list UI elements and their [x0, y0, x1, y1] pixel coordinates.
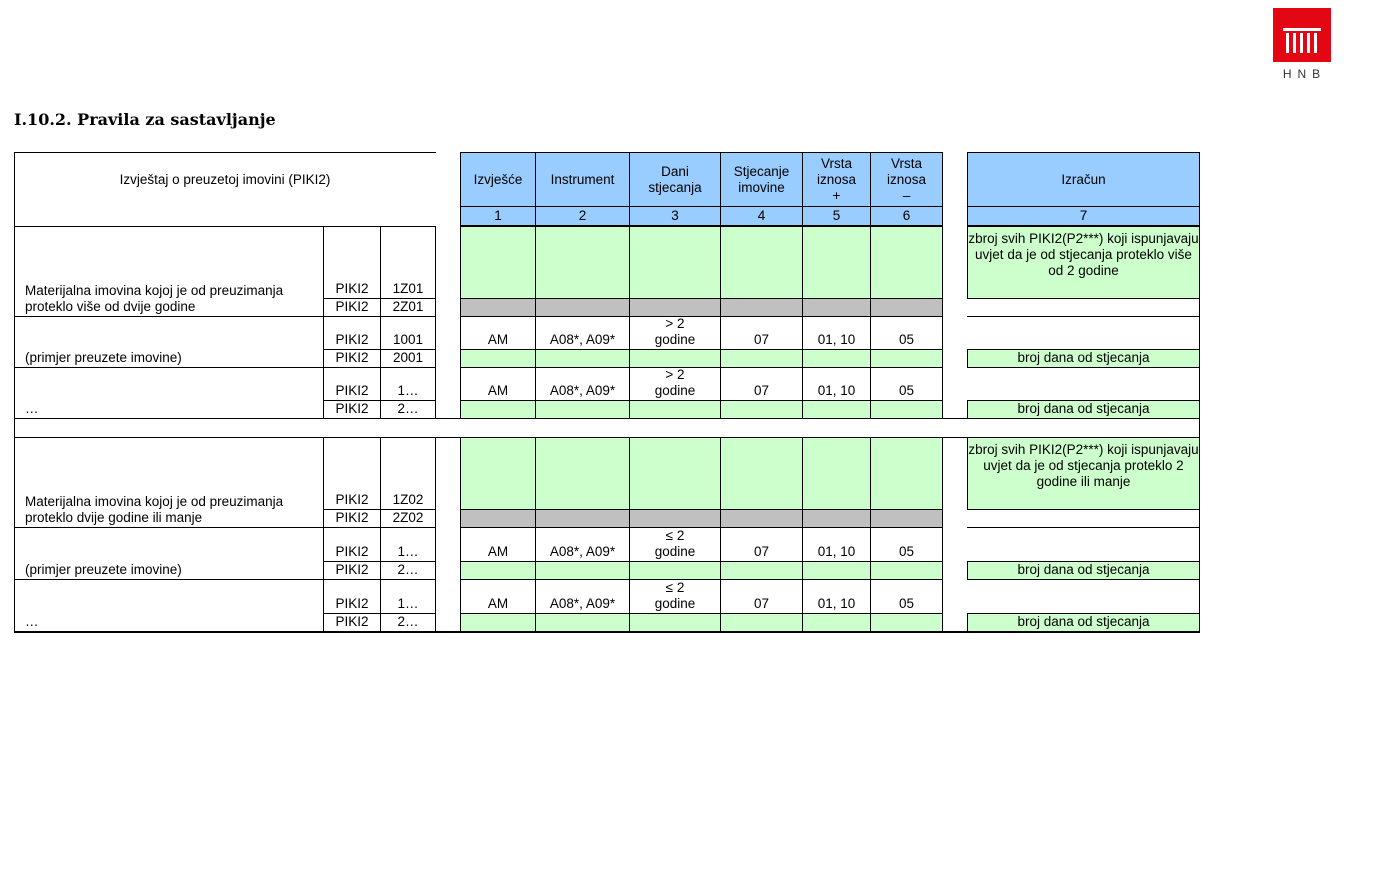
item-dani: > 2 godine — [629, 316, 721, 350]
data-cell — [720, 509, 803, 528]
data-cell — [629, 561, 721, 580]
calculation-cell: broj dana od stjecanja — [967, 400, 1200, 419]
data-cell — [460, 613, 536, 632]
data-cell — [629, 226, 721, 299]
item-code: PIKI2 — [323, 613, 381, 632]
item-dani: ≤ 2 godine — [629, 527, 721, 562]
item-instrument: A08*, A09* — [535, 367, 630, 401]
item-instrument: A08*, A09* — [535, 316, 630, 350]
item-izvjesce: AM — [460, 527, 536, 562]
data-cell — [720, 298, 803, 317]
item-label: (primjer preuzete imovine) — [14, 316, 324, 368]
column-number: 3 — [629, 206, 721, 226]
data-cell — [802, 437, 871, 510]
group-code: PIKI2 — [323, 226, 381, 299]
data-cell — [460, 509, 536, 528]
data-cell — [720, 613, 803, 632]
data-cell — [535, 349, 630, 368]
header-dani-stjecanja: Dani stjecanja — [629, 152, 721, 207]
header-vrsta-iznosa-plus: Vrsta iznosa + — [802, 152, 871, 207]
item-plus: 01, 10 — [802, 367, 871, 401]
column-number: 1 — [460, 206, 536, 226]
item-plus: 01, 10 — [802, 527, 871, 562]
bank-building-icon — [1273, 8, 1331, 62]
item-dani: ≤ 2 godine — [629, 579, 721, 614]
data-cell — [535, 226, 630, 299]
item-dani: > 2 godine — [629, 367, 721, 401]
data-cell — [802, 226, 871, 299]
data-cell — [802, 349, 871, 368]
logo-text: HNB — [1282, 67, 1327, 81]
data-cell — [870, 226, 943, 299]
column-number: 6 — [870, 206, 943, 226]
data-cell — [460, 400, 536, 419]
column-number: 2 — [535, 206, 630, 226]
data-cell — [802, 509, 871, 528]
data-cell — [460, 226, 536, 299]
item-stjecanje: 07 — [720, 367, 803, 401]
hnb-logo — [1273, 8, 1331, 81]
data-cell — [870, 400, 943, 419]
item-stjecanje: 07 — [720, 527, 803, 562]
empty-cell — [967, 579, 1200, 614]
data-cell — [870, 349, 943, 368]
calculation-cell: zbroj svih PIKI2(P2***) koji ispunjavaju uvjet da je od stjecanja proteklo 2 godine ili manje — [967, 437, 1200, 510]
data-cell — [802, 613, 871, 632]
item-minus: 05 — [870, 527, 943, 562]
data-cell — [535, 509, 630, 528]
data-cell — [720, 561, 803, 580]
empty-cell — [967, 367, 1200, 401]
data-cell — [802, 561, 871, 580]
column-number: 4 — [720, 206, 803, 226]
group-code: PIKI2 — [323, 437, 381, 510]
group-code-value: 2Z02 — [380, 509, 436, 528]
data-cell — [629, 437, 721, 510]
data-cell — [460, 298, 536, 317]
item-instrument: A08*, A09* — [535, 579, 630, 614]
data-cell — [870, 613, 943, 632]
group-label: Materijalna imovina kojoj je od preuzimanja proteklo više od dvije godine — [14, 226, 324, 317]
data-cell — [870, 509, 943, 528]
group-code-value: 2Z01 — [380, 298, 436, 317]
item-label: (primjer preuzete imovine) — [14, 527, 324, 580]
item-code: PIKI2 — [323, 400, 381, 419]
calculation-cell: broj dana od stjecanja — [967, 349, 1200, 368]
column-number: 7 — [967, 206, 1200, 226]
item-instrument: A08*, A09* — [535, 527, 630, 562]
item-minus: 05 — [870, 579, 943, 614]
group-code: PIKI2 — [323, 298, 381, 317]
empty-cell — [967, 298, 1200, 317]
header-instrument: Instrument — [535, 152, 630, 207]
empty-cell — [967, 509, 1200, 528]
header-vrsta-iznosa-minus: Vrsta iznosa – — [870, 152, 943, 207]
item-stjecanje: 07 — [720, 579, 803, 614]
item-code: PIKI2 — [323, 316, 381, 350]
header-izracun: Izračun — [967, 152, 1200, 207]
section-title: I.10.2. Pravila za sastavljanje — [14, 110, 276, 129]
calculation-cell: zbroj svih PIKI2(P2***) koji ispunjavaju uvjet da je od stjecanja proteklo više od 2 godine — [967, 226, 1200, 299]
header-izvjesce: Izvješće — [460, 152, 536, 207]
data-cell — [870, 298, 943, 317]
empty-cell — [967, 316, 1200, 350]
data-cell — [629, 349, 721, 368]
data-cell — [460, 561, 536, 580]
group-code: PIKI2 — [323, 509, 381, 528]
data-cell — [535, 400, 630, 419]
data-cell — [629, 613, 721, 632]
calculation-cell: broj dana od stjecanja — [967, 561, 1200, 580]
item-code: PIKI2 — [323, 367, 381, 401]
item-label: … — [14, 367, 324, 419]
item-code-value: 2… — [380, 613, 436, 632]
data-cell — [802, 400, 871, 419]
data-cell — [802, 298, 871, 317]
data-cell — [460, 349, 536, 368]
column-number: 5 — [802, 206, 871, 226]
item-code-value: 1… — [380, 527, 436, 562]
item-code-value: 2… — [380, 400, 436, 419]
item-label: … — [14, 579, 324, 632]
item-plus: 01, 10 — [802, 579, 871, 614]
item-code-value: 1… — [380, 367, 436, 401]
data-cell — [629, 400, 721, 419]
item-code-value: 2001 — [380, 349, 436, 368]
data-cell — [720, 226, 803, 299]
item-code: PIKI2 — [323, 579, 381, 614]
data-cell — [720, 437, 803, 510]
group-label: Materijalna imovina kojoj je od preuzimanja proteklo dvije godine ili manje — [14, 437, 324, 528]
data-cell — [720, 349, 803, 368]
item-plus: 01, 10 — [802, 316, 871, 350]
data-cell — [535, 437, 630, 510]
calculation-cell: broj dana od stjecanja — [967, 613, 1200, 632]
data-cell — [870, 437, 943, 510]
data-cell — [535, 613, 630, 632]
data-cell — [720, 400, 803, 419]
item-code: PIKI2 — [323, 349, 381, 368]
item-code-value: 1001 — [380, 316, 436, 350]
item-code: PIKI2 — [323, 561, 381, 580]
item-code: PIKI2 — [323, 527, 381, 562]
data-cell — [629, 298, 721, 317]
item-code-value: 2… — [380, 561, 436, 580]
item-izvjesce: AM — [460, 367, 536, 401]
data-cell — [535, 298, 630, 317]
group-code-value: 1Z01 — [380, 226, 436, 299]
data-cell — [535, 561, 630, 580]
data-cell — [629, 509, 721, 528]
item-stjecanje: 07 — [720, 316, 803, 350]
item-izvjesce: AM — [460, 579, 536, 614]
empty-cell — [967, 527, 1200, 562]
group-code-value: 1Z02 — [380, 437, 436, 510]
data-cell — [870, 561, 943, 580]
data-cell — [460, 437, 536, 510]
item-minus: 05 — [870, 316, 943, 350]
item-minus: 05 — [870, 367, 943, 401]
item-izvjesce: AM — [460, 316, 536, 350]
item-code-value: 1… — [380, 579, 436, 614]
header-stjecanje-imovine: Stjecanje imovine — [720, 152, 803, 207]
report-title: Izvještaj o preuzetoj imovini (PIKI2) — [119, 172, 331, 187]
